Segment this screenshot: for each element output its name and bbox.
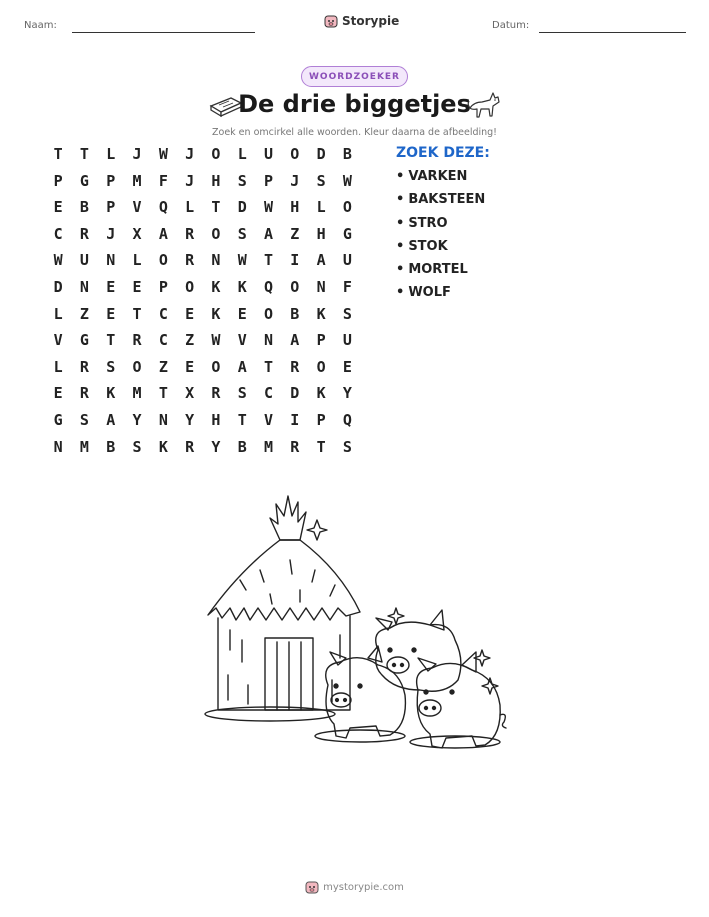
- word-text: WOLF: [408, 285, 451, 301]
- word-text: BAKSTEEN: [408, 192, 486, 208]
- grid-letter[interactable]: V: [237, 331, 247, 350]
- grid-letter[interactable]: W: [53, 251, 63, 270]
- grid-letter[interactable]: B: [290, 304, 300, 323]
- word-text: VARKEN: [408, 169, 468, 184]
- word-list-item: [396, 192, 490, 215]
- grid-letter[interactable]: J: [185, 145, 195, 163]
- name-line[interactable]: [72, 32, 255, 33]
- footer-url[interactable]: mystorypie.com: [323, 881, 404, 893]
- grid-letter[interactable]: R: [290, 437, 300, 456]
- grid-letter[interactable]: U: [264, 145, 274, 163]
- grid-letter[interactable]: S: [132, 437, 142, 456]
- grid-letter[interactable]: E: [53, 384, 63, 403]
- grid-letter[interactable]: G: [79, 171, 89, 190]
- grid-row: [45, 384, 361, 402]
- grid-letter[interactable]: E: [132, 278, 142, 296]
- grid-letter[interactable]: R: [79, 384, 89, 403]
- grid-letter[interactable]: E: [185, 357, 195, 376]
- three-pigs-straw-hut-illustration: [200, 490, 510, 760]
- grid-letter[interactable]: C: [264, 384, 274, 403]
- logo-text: Storypie: [342, 14, 400, 28]
- grid-letter[interactable]: P: [316, 411, 326, 429]
- grid-letter[interactable]: D: [53, 278, 63, 296]
- grid-letter[interactable]: V: [132, 198, 142, 217]
- grid-letter[interactable]: O: [185, 278, 195, 296]
- grid-letter[interactable]: E: [106, 278, 116, 296]
- grid-letter[interactable]: Z: [158, 357, 168, 376]
- grid-letter[interactable]: N: [316, 278, 326, 296]
- grid-letter[interactable]: A: [237, 357, 247, 376]
- grid-letter[interactable]: G: [79, 331, 89, 350]
- grid-letter[interactable]: W: [237, 251, 247, 270]
- grid-letter[interactable]: Y: [185, 411, 195, 429]
- grid-letter[interactable]: D: [290, 384, 300, 403]
- grid-letter[interactable]: F: [158, 171, 168, 190]
- page-title: De drie biggetjes: [238, 90, 471, 118]
- grid-letter[interactable]: T: [79, 145, 89, 163]
- grid-letter[interactable]: L: [185, 198, 195, 217]
- grid-letter[interactable]: A: [290, 331, 300, 350]
- grid-letter[interactable]: V: [53, 331, 63, 350]
- grid-letter[interactable]: S: [316, 171, 326, 190]
- grid-letter[interactable]: T: [106, 331, 116, 350]
- grid-letter[interactable]: A: [106, 411, 116, 429]
- grid-letter[interactable]: B: [106, 437, 116, 456]
- grid-letter[interactable]: E: [185, 304, 195, 323]
- grid-letter[interactable]: Q: [158, 198, 168, 217]
- grid-letter[interactable]: K: [211, 278, 221, 296]
- word-text: MORTEL: [408, 262, 468, 278]
- bullet: •: [396, 238, 405, 254]
- grid-letter[interactable]: P: [106, 198, 116, 217]
- grid-letter[interactable]: U: [342, 251, 352, 270]
- grid-letter[interactable]: A: [316, 251, 326, 270]
- grid-letter[interactable]: C: [53, 224, 63, 243]
- grid-letter[interactable]: W: [264, 198, 274, 217]
- grid-letter[interactable]: Q: [264, 278, 274, 296]
- grid-letter[interactable]: S: [106, 357, 116, 376]
- bullet: •: [396, 262, 405, 278]
- grid-letter[interactable]: R: [79, 224, 89, 243]
- grid-row: [45, 198, 361, 216]
- grid-letter[interactable]: R: [290, 357, 300, 376]
- puzzle-type-badge: WOORDZOEKER: [301, 66, 408, 87]
- storypie-logo: [324, 14, 399, 28]
- grid-letter[interactable]: H: [316, 224, 326, 243]
- grid-letter[interactable]: K: [316, 304, 326, 323]
- grid-letter[interactable]: O: [342, 198, 352, 217]
- grid-letter[interactable]: O: [132, 357, 142, 376]
- grid-letter[interactable]: X: [132, 224, 142, 243]
- word-list-item: [396, 216, 490, 239]
- grid-letter[interactable]: Y: [132, 411, 142, 429]
- grid-letter[interactable]: K: [237, 278, 247, 296]
- grid-letter[interactable]: L: [237, 145, 247, 163]
- date-label: Datum:: [492, 20, 530, 31]
- grid-letter[interactable]: W: [342, 171, 352, 190]
- grid-letter[interactable]: N: [211, 251, 221, 270]
- grid-letter[interactable]: X: [185, 384, 195, 403]
- grid-letter[interactable]: E: [342, 357, 352, 376]
- date-line[interactable]: [539, 32, 686, 33]
- grid-row: [45, 305, 361, 323]
- grid-letter[interactable]: T: [237, 411, 247, 429]
- grid-letter[interactable]: O: [211, 224, 221, 243]
- grid-letter[interactable]: Y: [342, 384, 352, 403]
- grid-row: [45, 411, 361, 429]
- grid-letter[interactable]: P: [316, 331, 326, 350]
- grid-letter[interactable]: A: [158, 224, 168, 243]
- grid-row: [45, 172, 361, 190]
- grid-letter[interactable]: P: [264, 171, 274, 190]
- word-list-heading: ZOEK DEZE:: [396, 145, 490, 161]
- grid-letter[interactable]: C: [158, 304, 168, 323]
- grid-letter[interactable]: T: [316, 437, 326, 456]
- grid-letter[interactable]: O: [264, 304, 274, 323]
- name-label: Naam:: [24, 20, 57, 31]
- grid-letter[interactable]: J: [290, 171, 300, 190]
- grid-letter[interactable]: R: [185, 224, 195, 243]
- grid-letter[interactable]: E: [237, 304, 247, 323]
- bullet: •: [396, 169, 405, 184]
- grid-letter[interactable]: G: [53, 411, 63, 429]
- grid-letter[interactable]: M: [132, 384, 142, 403]
- grid-letter[interactable]: B: [79, 198, 89, 217]
- grid-letter[interactable]: Z: [185, 331, 195, 350]
- bullet: •: [396, 285, 405, 301]
- grid-letter[interactable]: M: [79, 437, 89, 456]
- grid-letter[interactable]: D: [316, 145, 326, 163]
- grid-letter[interactable]: K: [106, 384, 116, 403]
- grid-letter[interactable]: T: [132, 304, 142, 323]
- grid-letter[interactable]: H: [211, 411, 221, 429]
- grid-letter[interactable]: V: [264, 411, 274, 429]
- grid-letter[interactable]: K: [316, 384, 326, 403]
- grid-letter[interactable]: G: [342, 224, 352, 243]
- grid-letter[interactable]: P: [53, 171, 63, 190]
- grid-row: [45, 331, 361, 349]
- grid-letter[interactable]: I: [290, 411, 300, 429]
- grid-letter[interactable]: O: [290, 278, 300, 296]
- bullet: •: [396, 192, 405, 208]
- grid-letter[interactable]: D: [237, 198, 247, 217]
- grid-letter[interactable]: O: [211, 357, 221, 376]
- grid-letter[interactable]: S: [237, 224, 247, 243]
- grid-letter[interactable]: S: [79, 411, 89, 429]
- grid-row: [45, 251, 361, 269]
- grid-letter[interactable]: O: [290, 145, 300, 163]
- grid-row: [45, 145, 361, 163]
- grid-letter[interactable]: N: [264, 331, 274, 350]
- grid-letter[interactable]: U: [342, 331, 352, 350]
- grid-letter[interactable]: R: [185, 437, 195, 456]
- grid-letter[interactable]: T: [264, 357, 274, 376]
- grid-letter[interactable]: T: [211, 198, 221, 217]
- word-list: [396, 145, 490, 309]
- grid-letter[interactable]: I: [290, 251, 300, 270]
- grid-letter[interactable]: E: [53, 198, 63, 217]
- wolf-icon: [466, 88, 502, 122]
- grid-row: [45, 225, 361, 243]
- grid-letter[interactable]: Z: [290, 224, 300, 243]
- grid-letter[interactable]: N: [53, 437, 63, 456]
- grid-letter[interactable]: U: [79, 251, 89, 270]
- bullet: •: [396, 215, 405, 231]
- grid-letter[interactable]: L: [132, 251, 142, 270]
- grid-letter[interactable]: L: [53, 304, 63, 323]
- grid-letter[interactable]: L: [53, 357, 63, 376]
- footer: [0, 880, 709, 894]
- grid-letter[interactable]: M: [132, 171, 142, 190]
- grid-letter[interactable]: J: [106, 224, 116, 243]
- grid-row: [45, 358, 361, 376]
- grid-letter[interactable]: P: [106, 171, 116, 190]
- grid-letter[interactable]: H: [211, 171, 221, 190]
- grid-letter[interactable]: O: [211, 145, 221, 163]
- grid-letter[interactable]: N: [158, 411, 168, 429]
- grid-letter[interactable]: O: [158, 251, 168, 270]
- grid-letter[interactable]: S: [342, 437, 352, 456]
- word-list-item: [396, 239, 490, 262]
- grid-letter[interactable]: J: [132, 145, 142, 163]
- grid-letter[interactable]: R: [132, 331, 142, 350]
- word-list-item: [396, 262, 490, 285]
- grid-letter[interactable]: B: [342, 145, 352, 163]
- grid-letter[interactable]: K: [158, 437, 168, 456]
- grid-letter[interactable]: S: [342, 304, 352, 323]
- grid-letter[interactable]: L: [106, 145, 116, 163]
- grid-letter[interactable]: W: [211, 331, 221, 350]
- grid-row: [45, 438, 361, 456]
- instructions: Zoek en omcirkel alle woorden. Kleur daarna de afbeelding!: [212, 127, 497, 138]
- word-list-item: [396, 285, 490, 308]
- grid-letter[interactable]: R: [185, 251, 195, 270]
- grid-letter[interactable]: P: [158, 278, 168, 296]
- grid-letter[interactable]: M: [264, 437, 274, 456]
- grid-letter[interactable]: F: [342, 278, 352, 296]
- grid-letter[interactable]: E: [106, 304, 116, 323]
- grid-letter[interactable]: K: [211, 304, 221, 323]
- grid-letter[interactable]: T: [264, 251, 274, 270]
- grid-letter[interactable]: H: [290, 198, 300, 217]
- grid-row: [45, 278, 361, 296]
- pig-logo-icon: [305, 880, 319, 894]
- grid-letter[interactable]: S: [237, 384, 247, 403]
- grid-letter[interactable]: Y: [211, 437, 221, 456]
- grid-letter[interactable]: A: [264, 224, 274, 243]
- pig-logo-icon: [324, 14, 338, 28]
- grid-letter[interactable]: L: [316, 198, 326, 217]
- grid-letter[interactable]: T: [158, 384, 168, 403]
- grid-letter[interactable]: R: [79, 357, 89, 376]
- grid-letter[interactable]: J: [185, 171, 195, 190]
- grid-letter[interactable]: N: [79, 278, 89, 296]
- word-text: STRO: [408, 215, 448, 231]
- grid-letter[interactable]: O: [316, 357, 326, 376]
- grid-letter[interactable]: Z: [79, 304, 89, 323]
- grid-letter[interactable]: W: [158, 145, 168, 163]
- grid-letter[interactable]: Q: [342, 411, 352, 429]
- grid-letter[interactable]: C: [158, 331, 168, 350]
- grid-letter[interactable]: R: [211, 384, 221, 403]
- grid-letter[interactable]: N: [106, 251, 116, 270]
- grid-letter[interactable]: B: [237, 437, 247, 456]
- word-text: STOK: [408, 238, 448, 254]
- grid-letter[interactable]: S: [237, 171, 247, 190]
- word-list-item: [396, 169, 490, 192]
- grid-letter[interactable]: T: [53, 145, 63, 163]
